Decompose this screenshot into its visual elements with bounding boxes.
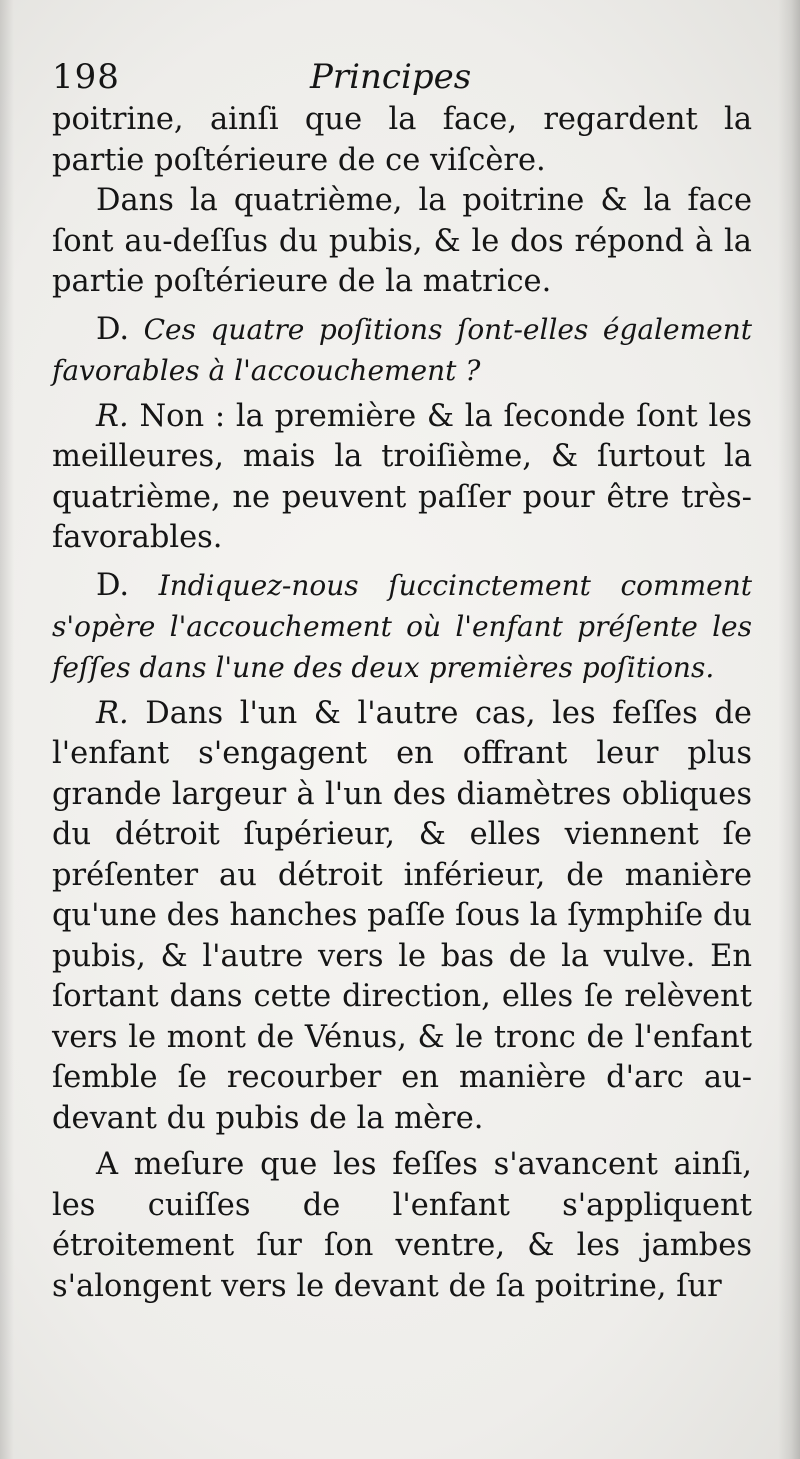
question-text: Ces quatre poſitions ſont-elles également favorables à l'accouchement ?: [52, 312, 752, 387]
page-shadow-left: [0, 0, 14, 1459]
answer-2: [52, 694, 752, 1140]
answer-1: [52, 397, 752, 559]
answer-text: Non : la première & la ſeconde ſont les meilleures, mais la troiſième, & ſurtout la quatrième, ne peuvent paſſer pour être très-favorables.: [52, 398, 752, 555]
question-label: D.: [96, 567, 130, 603]
question-label: D.: [96, 311, 130, 347]
paragraph-continuation: [52, 100, 752, 181]
page-header: [52, 52, 742, 102]
answer-text: Dans l'un & l'autre cas, les feſſes de l'enfant s'engagent en offrant leur plus grande largeur à l'un des diamètres obliques du détroit ſupérieur, & elles viennent ſe préſenter au détroit inférieur, de manière qu'une des hanches paſſe ſous la ſymphiſe du pubis, & l'autre vers le bas de la vulve. En ſortant dans cette direction, elles ſe relèvent vers le mont de Vénus, & le tronc de l'enfant ſemble ſe recourber en manière d'arc au-devant du pubis de la mère.: [52, 695, 752, 1136]
page-shadow-right: [778, 0, 800, 1459]
answer-label: R.: [96, 398, 129, 434]
paragraph-thighs: [52, 1145, 752, 1307]
answer-label: R.: [96, 695, 129, 731]
question-2: [52, 565, 752, 688]
question-text: Indiquez-nous ſuccinctement comment s'opère l'accouchement où l'enfant préſente les feſſes dans l'une des deux premières poſitions.: [52, 568, 752, 684]
page-number: 198: [52, 57, 120, 97]
question-1: [52, 309, 752, 391]
running-title: Principes: [310, 57, 472, 97]
paragraph-text: A meſure que les feſſes s'avancent ainſi, les cuiſſes de l'enfant s'appliquent étroitement ſur ſon ventre, & les jambes s'alongent vers le devant de ſa poitrine, ſur: [52, 1147, 752, 1304]
paragraph-text: poitrine, ainſi que la face, regardent la partie poſtérieure de ce viſcère.: [52, 102, 752, 178]
paragraph-text: Dans la quatrième, la poitrine & la face ſont au-deſſus du pubis, & le dos répond à la partie poſtérieure de la matrice.: [52, 183, 752, 299]
body-text: [52, 100, 752, 1307]
paragraph-fourth-position: [52, 181, 752, 303]
